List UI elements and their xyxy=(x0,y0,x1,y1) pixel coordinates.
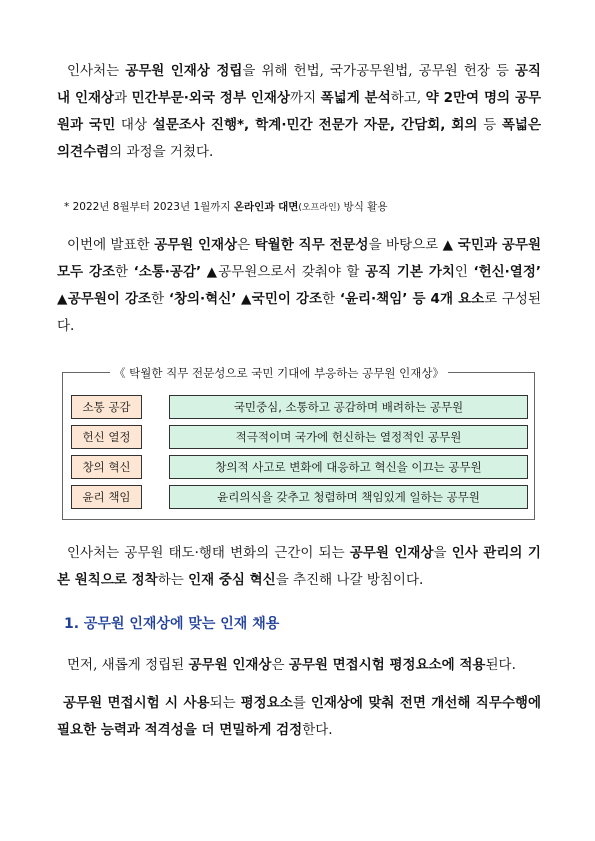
bold-text: 공무원 면접시험 시 사용 xyxy=(63,695,210,711)
bold-text: 설문조사 진행*, 학계·민간 전문가 자문, 간담회, 회의 xyxy=(152,117,478,133)
table-row xyxy=(71,455,526,479)
text: 를 xyxy=(292,695,311,711)
paragraph-4 xyxy=(57,652,541,679)
text: 하는 xyxy=(157,572,189,588)
row-description: 국민중심, 소통하고 공감하며 배려하는 공무원 xyxy=(169,395,528,419)
bold-text: 공무원 인재상 xyxy=(188,657,272,673)
row-label: 소통 공감 xyxy=(71,395,142,419)
bold-text: 인재 중심 혁신 xyxy=(188,572,276,588)
text: 한 xyxy=(115,264,134,280)
bold-text: 온라인과 대면 xyxy=(233,201,299,213)
text: 하고, xyxy=(390,90,426,106)
text: 을 추진해 나갈 방침이다. xyxy=(275,572,424,588)
text: 방식 활용 xyxy=(340,201,388,213)
paragraph-3 xyxy=(57,540,541,594)
paragraph-1 xyxy=(57,58,541,166)
bold-text: ▲공무원이 강조 xyxy=(57,291,152,307)
bold-text: 평정요소 xyxy=(240,695,293,711)
text: 은 xyxy=(271,657,289,673)
text: 인 xyxy=(454,264,474,280)
text: 이번에 발표한 xyxy=(67,237,155,253)
text: 과 xyxy=(114,90,132,106)
text: 인사처는 공무원 태도·행태 변화의 근간이 되는 xyxy=(67,545,350,561)
table-row xyxy=(71,485,526,509)
bold-text: 폭넓게 분석 xyxy=(320,90,391,106)
row-label: 창의 혁신 xyxy=(71,455,142,479)
text: 을 xyxy=(433,545,452,561)
text: 된다. xyxy=(485,657,516,673)
paragraph-5 xyxy=(57,690,541,744)
table-row xyxy=(71,425,526,449)
row-description: 윤리의식을 갖추고 청렴하며 책임있게 일하는 공무원 xyxy=(169,485,528,509)
bold-text: 폭넓은 의견수렴 xyxy=(57,117,542,160)
bold-text: ‘윤리·책임’ 등 4개 요소 xyxy=(339,291,485,307)
text: 을 위해 헌법, 국가공무원법, 공무원 헌장 등 xyxy=(242,63,515,79)
row-label: 윤리 책임 xyxy=(71,485,142,509)
bold-text: 탁월한 직무 전문성 xyxy=(254,237,369,253)
text: 한 xyxy=(151,291,169,307)
bold-text: ‘창의·혁신’ xyxy=(168,291,237,307)
bold-text: 약 2만여 명의 공무원과 국민 xyxy=(57,90,542,133)
text: 로 구성된다. xyxy=(57,291,541,334)
text: 까지 xyxy=(290,90,321,106)
bold-text: ‘헌신·열정’ xyxy=(473,264,541,280)
bold-text: 공무원 면접시험 평정요소에 적용 xyxy=(288,657,486,673)
paragraph-2 xyxy=(57,232,541,340)
text: 의 과정을 거쳤다. xyxy=(109,144,214,160)
row-description: 적극적이며 국가에 헌신하는 열정적인 공무원 xyxy=(169,425,528,449)
row-label: 헌신 열정 xyxy=(71,425,142,449)
frame-title: 《 탁월한 직무 전문성으로 국민 기대에 부응하는 공무원 인재상》 xyxy=(110,364,448,382)
bold-text: ‘소통·공감’ xyxy=(133,264,202,280)
section-heading: 1. 공무원 인재상에 맞는 인재 채용 xyxy=(64,616,280,632)
row-description: 창의적 사고로 변화에 대응하고 혁신을 이끄는 공무원 xyxy=(169,455,528,479)
bold-text: ▲ 국민과 공무원 모두 강조 xyxy=(57,237,541,280)
bold-text: 인사 관리의 기본 원칙으로 정착 xyxy=(57,545,541,588)
text: 인사처는 xyxy=(67,63,126,79)
text: 은 xyxy=(237,237,255,253)
bold-text: 공무원 인재상 xyxy=(349,545,434,561)
bold-text: ▲국민이 강조 xyxy=(241,291,323,307)
text: 한 xyxy=(322,291,340,307)
text: 먼저, 새롭게 정립된 xyxy=(67,657,189,673)
text: * 2022년 8월부터 2023년 1월까지 xyxy=(64,201,234,213)
text: 등 xyxy=(477,117,502,133)
text: 을 바탕으로 xyxy=(368,237,443,253)
text: (오프라인) xyxy=(298,203,341,213)
bold-text: 민간부문·외국 정부 인재상 xyxy=(131,90,291,106)
text: 한다. xyxy=(302,722,333,738)
bold-text: 공직 기본 가치 xyxy=(364,264,455,280)
text: ▲공무원으로서 갖춰야 할 xyxy=(201,264,365,280)
talent-frame xyxy=(62,366,535,520)
text: 대상 xyxy=(115,117,153,133)
bold-text: 공무원 인재상 정립 xyxy=(125,63,243,79)
bold-text: 공직 내 인재상 xyxy=(57,63,541,106)
text: 되는 xyxy=(209,695,241,711)
footnote xyxy=(64,198,534,217)
table-row xyxy=(71,395,526,419)
bold-text: 공무원 인재상 xyxy=(154,237,238,253)
bold-text: 인재상에 맞춰 전면 개선해 직무수행에 필요한 능력과 적격성을 더 면밀하게 검정 xyxy=(57,695,541,738)
